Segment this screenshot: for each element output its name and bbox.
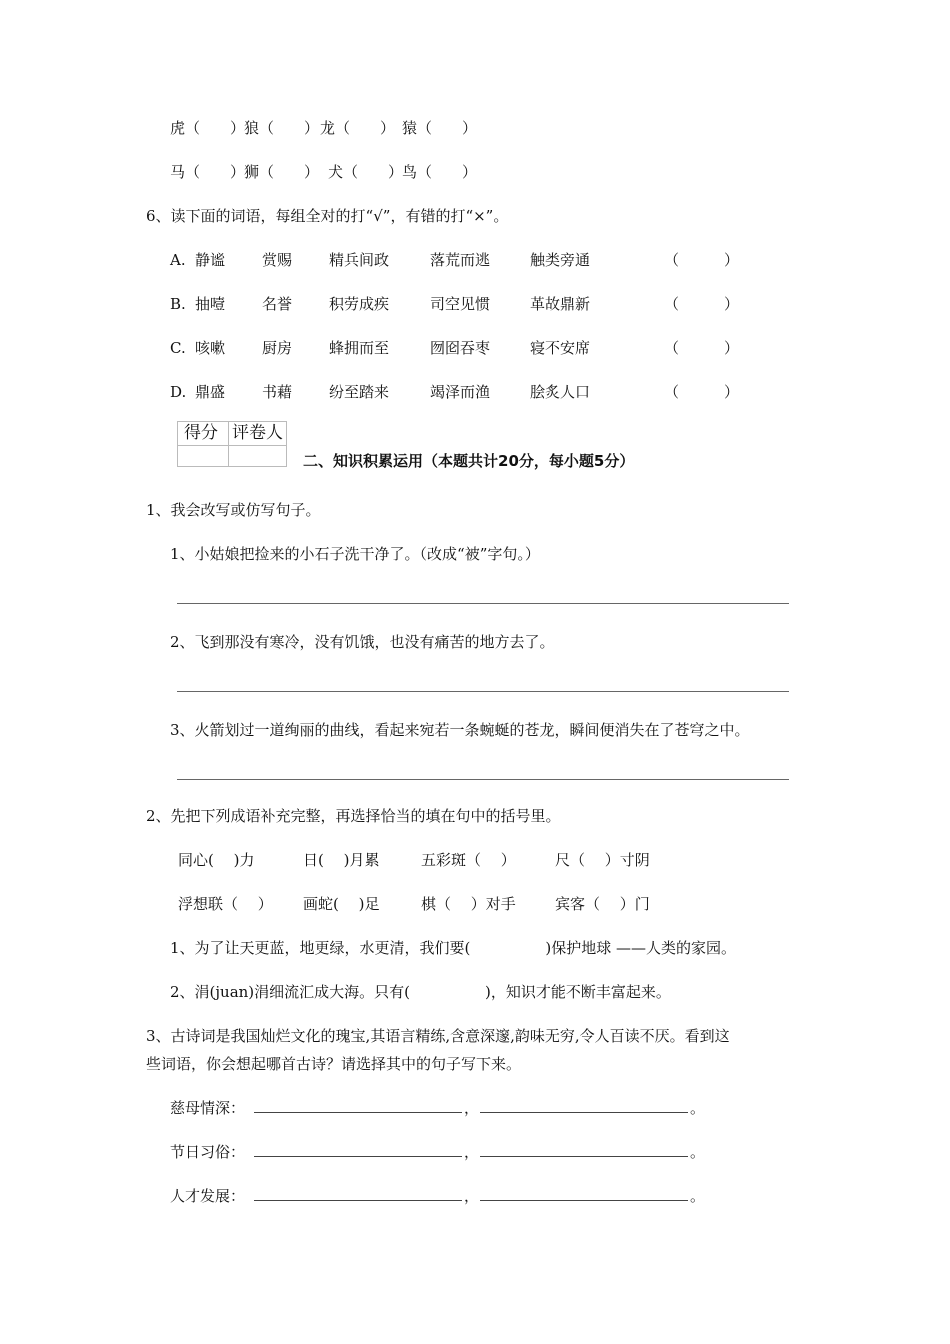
q2-prompt: 2、先把下列成语补充完整，再选择恰当的填在句中的括号里。 <box>146 807 561 825</box>
score-box-divider <box>178 445 286 446</box>
q1-prompt: 1、我会改写或仿写句子。 <box>146 501 321 519</box>
word: 名誉 <box>262 295 293 313</box>
grader-label: 评卷人 <box>232 423 283 443</box>
animal-blank: 龙（ ） <box>320 119 396 137</box>
animal-blank: 猿（ ） <box>402 119 478 137</box>
word: 囫囵吞枣 <box>430 339 491 357</box>
row-label: C. <box>170 339 186 357</box>
idiom: 同心( )力 <box>178 851 255 869</box>
word: 触类旁通 <box>530 251 591 269</box>
idiom: 画蛇( )足 <box>303 895 380 913</box>
word: 书藉 <box>262 383 293 401</box>
section-title: 二、知识积累运用（本题共计20分，每小题5分） <box>303 452 635 470</box>
comma: ， <box>464 1099 480 1117</box>
q1-item-3: 3、火箭划过一道绚丽的曲线，看起来宛若一条蜿蜒的苍龙，瞬间便消失在了苍穹之中。 <box>170 721 750 739</box>
answer-bracket[interactable]: （ ） <box>664 339 740 357</box>
q2-sentence-2: 2、涓(juan)涓细流汇成大海。只有( )，知识才能不断丰富起来。 <box>170 983 671 1001</box>
word: 静谧 <box>195 251 226 269</box>
row-label: B. <box>170 295 186 313</box>
comma: ， <box>464 1143 480 1161</box>
answer-line[interactable] <box>177 779 789 780</box>
score-box-divider <box>228 422 229 466</box>
answer-bracket[interactable]: （ ） <box>664 295 740 313</box>
idiom: 五彩斑（ ） <box>421 851 516 869</box>
animal-blank: 鸟（ ） <box>402 163 478 181</box>
period: 。 <box>690 1143 706 1161</box>
poem-topic: 节日习俗： <box>170 1143 246 1161</box>
q3-prompt-line-1: 3、古诗词是我国灿烂文化的瑰宝,其语言精练,含意深邃,韵味无穷,令人百读不厌。看到这 <box>146 1027 730 1045</box>
idiom: 棋（ ）对手 <box>421 895 516 913</box>
q1-item-2: 2、飞到那没有寒冷，没有饥饿，也没有痛苦的地方去了。 <box>170 633 555 651</box>
word: 寝不安席 <box>530 339 591 357</box>
answer-line[interactable] <box>177 603 789 604</box>
q3-prompt-line-2: 些词语，你会想起哪首古诗？请选择其中的句子写下来。 <box>146 1055 522 1073</box>
row-label: D. <box>170 383 187 401</box>
answer-blank[interactable] <box>254 1098 462 1118</box>
animal-blank: 狮（ ） <box>244 163 320 181</box>
word: 竭泽而渔 <box>430 383 491 401</box>
animal-blank: 虎（ ） <box>170 119 246 137</box>
answer-blank[interactable] <box>480 1098 688 1118</box>
poem-topic: 慈母情深： <box>170 1099 246 1117</box>
word: 革故鼎新 <box>530 295 591 313</box>
word: 赏赐 <box>262 251 293 269</box>
period: 。 <box>690 1187 706 1205</box>
word: 抽噎 <box>195 295 226 313</box>
animal-blank: 马（ ） <box>170 163 246 181</box>
word: 咳嗽 <box>195 339 226 357</box>
poem-topic: 人才发展： <box>170 1187 246 1205</box>
word: 落荒而逃 <box>430 251 491 269</box>
q1-item-1: 1、小姑娘把捡来的小石子洗干净了。（改成“被”字句。） <box>170 545 540 563</box>
idiom: 浮想联（ ） <box>178 895 273 913</box>
animal-blank: 犬（ ） <box>328 163 404 181</box>
q6-prompt: 6、读下面的词语，每组全对的打“√”，有错的打“×”。 <box>146 207 509 225</box>
answer-blank[interactable] <box>254 1186 462 1206</box>
answer-bracket[interactable]: （ ） <box>664 251 740 269</box>
comma: ， <box>464 1187 480 1205</box>
score-box <box>177 421 287 467</box>
word: 蜂拥而至 <box>329 339 390 357</box>
answer-blank[interactable] <box>254 1142 462 1162</box>
idiom: 宾客（ ）门 <box>555 895 650 913</box>
word: 厨房 <box>262 339 293 357</box>
animal-blank: 狼（ ） <box>244 119 320 137</box>
word: 积劳成疾 <box>329 295 390 313</box>
word: 鼎盛 <box>195 383 226 401</box>
row-label: A. <box>170 251 186 269</box>
answer-bracket[interactable]: （ ） <box>664 383 740 401</box>
idiom: 尺（ ）寸阴 <box>555 851 650 869</box>
period: 。 <box>690 1099 706 1117</box>
answer-line[interactable] <box>177 691 789 692</box>
word: 精兵间政 <box>329 251 390 269</box>
answer-blank[interactable] <box>480 1186 688 1206</box>
score-label: 得分 <box>184 423 218 443</box>
answer-blank[interactable] <box>480 1142 688 1162</box>
word: 纷至踏来 <box>329 383 390 401</box>
q2-sentence-1: 1、为了让天更蓝，地更绿，水更清，我们要( )保护地球 ——人类的家园。 <box>170 939 737 957</box>
word: 司空见惯 <box>430 295 491 313</box>
word: 脍炙人口 <box>530 383 591 401</box>
idiom: 日( )月累 <box>303 851 380 869</box>
